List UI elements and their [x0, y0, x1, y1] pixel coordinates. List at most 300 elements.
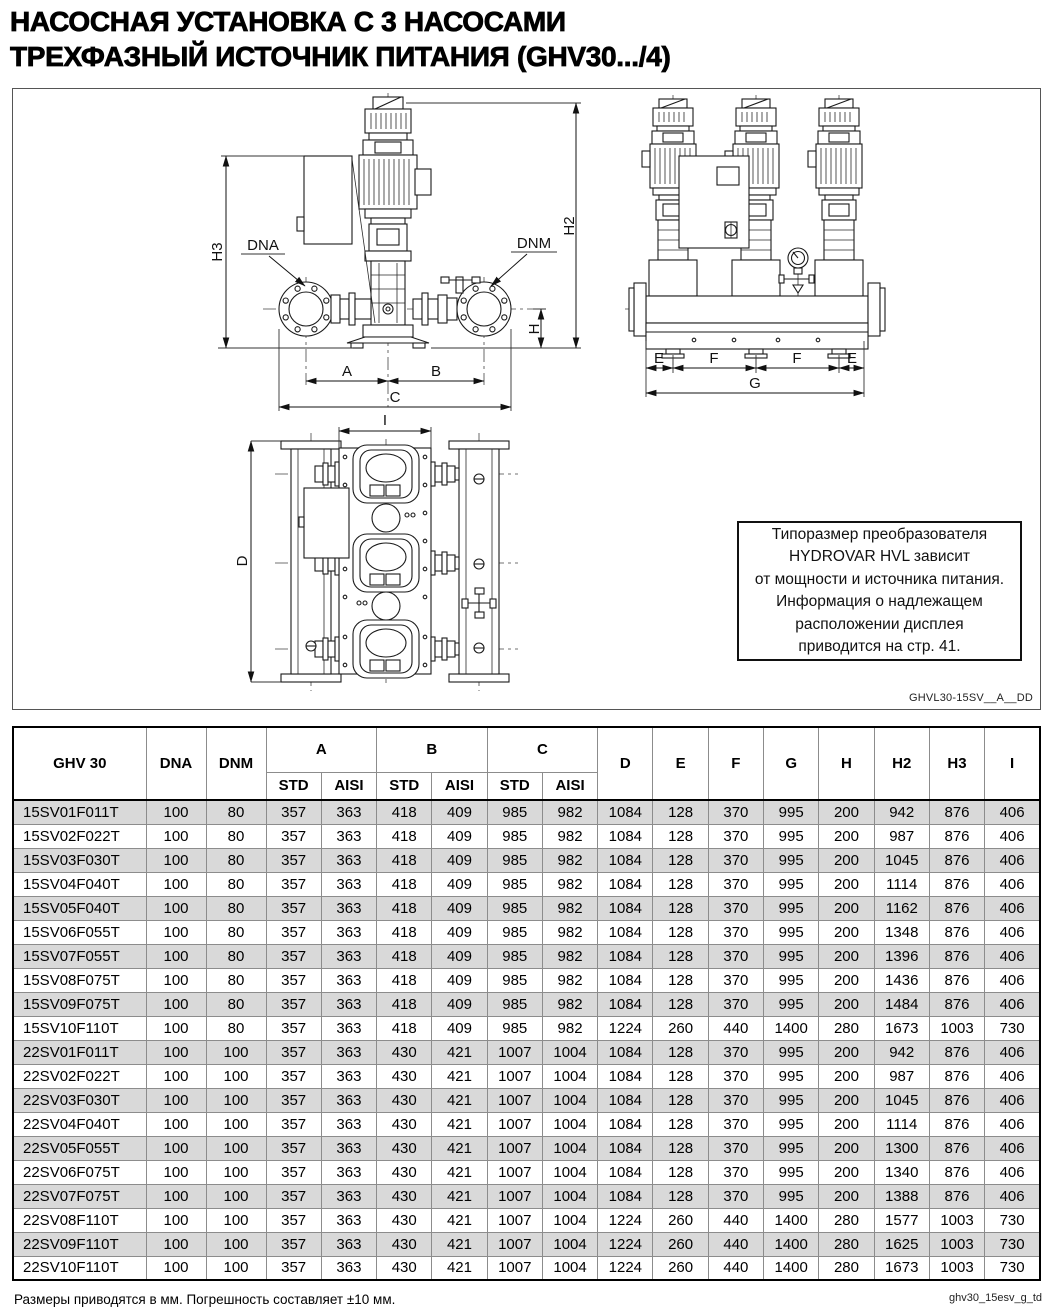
value-cell: 730 — [985, 1016, 1040, 1040]
value-cell: 1007 — [487, 1208, 542, 1232]
value-cell: 982 — [542, 872, 597, 896]
value-cell: 406 — [985, 992, 1040, 1016]
value-cell: 876 — [929, 848, 984, 872]
value-cell: 1003 — [929, 1016, 984, 1040]
table-row — [13, 1112, 1040, 1136]
table-row — [13, 992, 1040, 1016]
model-cell: 15SV02F022T — [13, 824, 146, 848]
value-cell: 1003 — [929, 1256, 984, 1280]
value-cell: 100 — [206, 1184, 266, 1208]
value-cell: 876 — [929, 872, 984, 896]
value-cell: 363 — [321, 968, 376, 992]
header-b-aisi: AISI — [432, 772, 487, 800]
value-cell: 260 — [653, 1016, 708, 1040]
value-cell: 128 — [653, 872, 708, 896]
value-cell: 200 — [819, 1040, 874, 1064]
value-cell: 100 — [206, 1232, 266, 1256]
value-cell: 730 — [985, 1232, 1040, 1256]
model-cell: 15SV09F075T — [13, 992, 146, 1016]
value-cell: 1084 — [598, 1184, 653, 1208]
header-a-std: STD — [266, 772, 321, 800]
table-row — [13, 1184, 1040, 1208]
value-cell: 1400 — [764, 1256, 819, 1280]
value-cell: 1007 — [487, 1184, 542, 1208]
value-cell: 995 — [764, 824, 819, 848]
front-view — [209, 93, 581, 411]
value-cell: 200 — [819, 824, 874, 848]
value-cell: 876 — [929, 992, 984, 1016]
table-row — [13, 848, 1040, 872]
value-cell: 357 — [266, 1064, 321, 1088]
value-cell: 100 — [146, 1232, 206, 1256]
value-cell: 421 — [432, 1040, 487, 1064]
table-body — [13, 800, 1040, 1280]
value-cell: 1004 — [542, 1040, 597, 1064]
model-cell: 22SV04F040T — [13, 1112, 146, 1136]
value-cell: 80 — [206, 920, 266, 944]
header-b-std: STD — [377, 772, 432, 800]
header-model: GHV 30 — [13, 727, 146, 800]
flange-label-dnm: DNM — [516, 235, 552, 252]
model-cell: 15SV05F040T — [13, 896, 146, 920]
value-cell: 406 — [985, 1136, 1040, 1160]
model-cell: 15SV06F055T — [13, 920, 146, 944]
value-cell: 430 — [377, 1184, 432, 1208]
value-cell: 260 — [653, 1256, 708, 1280]
value-cell: 80 — [206, 800, 266, 824]
value-cell: 280 — [819, 1232, 874, 1256]
value-cell: 370 — [708, 1088, 763, 1112]
value-cell: 370 — [708, 1064, 763, 1088]
model-cell: 15SV08F075T — [13, 968, 146, 992]
value-cell: 1007 — [487, 1112, 542, 1136]
value-cell: 409 — [432, 992, 487, 1016]
value-cell: 430 — [377, 1088, 432, 1112]
flange-label-dna: DNA — [247, 237, 279, 254]
value-cell: 260 — [653, 1232, 708, 1256]
value-cell: 100 — [146, 848, 206, 872]
dim-label-g: G — [749, 375, 761, 392]
value-cell: 363 — [321, 1088, 376, 1112]
value-cell: 370 — [708, 872, 763, 896]
value-cell: 995 — [764, 872, 819, 896]
value-cell: 1084 — [598, 1160, 653, 1184]
value-cell: 1004 — [542, 1064, 597, 1088]
value-cell: 406 — [985, 800, 1040, 824]
value-cell: 100 — [146, 872, 206, 896]
value-cell: 421 — [432, 1088, 487, 1112]
value-cell: 200 — [819, 1064, 874, 1088]
value-cell: 370 — [708, 1160, 763, 1184]
valve-stem — [456, 277, 463, 293]
value-cell: 370 — [708, 1112, 763, 1136]
value-cell: 995 — [764, 848, 819, 872]
value-cell: 1436 — [874, 968, 929, 992]
dim-label-h3: H3 — [209, 242, 226, 262]
value-cell: 1340 — [874, 1160, 929, 1184]
value-cell: 409 — [432, 824, 487, 848]
value-cell: 1004 — [542, 1184, 597, 1208]
note-line: HYDROVAR HVL зависит — [788, 548, 970, 565]
model-cell: 15SV01F011T — [13, 800, 146, 824]
value-cell: 200 — [819, 968, 874, 992]
value-cell: 357 — [266, 824, 321, 848]
dim-label-d: D — [234, 555, 251, 567]
value-cell: 1388 — [874, 1184, 929, 1208]
value-cell: 100 — [206, 1112, 266, 1136]
value-cell: 1300 — [874, 1136, 929, 1160]
note-line: расположении дисплея — [795, 615, 964, 633]
value-cell: 995 — [764, 1088, 819, 1112]
table-row — [13, 1208, 1040, 1232]
dim-label-a: A — [341, 363, 353, 380]
value-cell: 421 — [432, 1208, 487, 1232]
model-cell: 22SV03F030T — [13, 1088, 146, 1112]
value-cell: 363 — [321, 992, 376, 1016]
value-cell: 357 — [266, 1136, 321, 1160]
value-cell: 100 — [146, 1136, 206, 1160]
value-cell: 128 — [653, 1112, 708, 1136]
value-cell: 995 — [764, 896, 819, 920]
drawing-code: GHVL30-15SV__A__DD — [908, 692, 1033, 704]
model-cell: 22SV08F110T — [13, 1208, 146, 1232]
value-cell: 430 — [377, 1064, 432, 1088]
value-cell: 995 — [764, 944, 819, 968]
value-cell: 409 — [432, 800, 487, 824]
value-cell: 421 — [432, 1160, 487, 1184]
value-cell: 1400 — [764, 1016, 819, 1040]
value-cell: 995 — [764, 920, 819, 944]
table-row — [13, 1040, 1040, 1064]
footer-note: Размеры приводятся в мм. Погрешность составляет ±10 мм. — [14, 1292, 396, 1307]
value-cell: 1114 — [874, 1112, 929, 1136]
value-cell: 421 — [432, 1064, 487, 1088]
value-cell: 1348 — [874, 920, 929, 944]
value-cell: 370 — [708, 944, 763, 968]
pump-3 — [808, 99, 863, 296]
dim-label-f1: F — [709, 350, 719, 367]
value-cell: 1007 — [487, 1232, 542, 1256]
value-cell: 995 — [764, 1112, 819, 1136]
value-cell: 80 — [206, 968, 266, 992]
value-cell: 421 — [432, 1256, 487, 1280]
value-cell: 100 — [146, 1040, 206, 1064]
value-cell: 942 — [874, 1040, 929, 1064]
value-cell: 1004 — [542, 1136, 597, 1160]
model-cell: 22SV09F110T — [13, 1232, 146, 1256]
value-cell: 982 — [542, 992, 597, 1016]
table-row — [13, 920, 1040, 944]
value-cell: 100 — [146, 920, 206, 944]
header-f: F — [708, 727, 763, 800]
value-cell: 80 — [206, 944, 266, 968]
value-cell: 1007 — [487, 1136, 542, 1160]
value-cell: 1224 — [598, 1232, 653, 1256]
header-h3: H3 — [929, 727, 984, 800]
control-box-side — [679, 156, 749, 248]
value-cell: 200 — [819, 872, 874, 896]
value-cell: 406 — [985, 1064, 1040, 1088]
value-cell: 80 — [206, 992, 266, 1016]
value-cell: 982 — [542, 968, 597, 992]
value-cell: 128 — [653, 992, 708, 1016]
header-c-std: STD — [487, 772, 542, 800]
value-cell: 357 — [266, 1208, 321, 1232]
dimensions-table — [12, 726, 1041, 1281]
page-title — [10, 4, 671, 74]
value-cell: 985 — [487, 944, 542, 968]
value-cell: 260 — [653, 1208, 708, 1232]
value-cell: 357 — [266, 1016, 321, 1040]
value-cell: 1084 — [598, 1088, 653, 1112]
value-cell: 363 — [321, 800, 376, 824]
value-cell: 100 — [146, 824, 206, 848]
value-cell: 418 — [377, 920, 432, 944]
value-cell: 995 — [764, 1160, 819, 1184]
value-cell: 418 — [377, 992, 432, 1016]
value-cell: 128 — [653, 1040, 708, 1064]
value-cell: 430 — [377, 1112, 432, 1136]
value-cell: 100 — [146, 896, 206, 920]
value-cell: 982 — [542, 1016, 597, 1040]
value-cell: 370 — [708, 1136, 763, 1160]
value-cell: 876 — [929, 1184, 984, 1208]
value-cell: 876 — [929, 1040, 984, 1064]
technical-drawing-panel — [12, 88, 1041, 710]
value-cell: 982 — [542, 896, 597, 920]
value-cell: 128 — [653, 1088, 708, 1112]
value-cell: 128 — [653, 1184, 708, 1208]
value-cell: 363 — [321, 1016, 376, 1040]
value-cell: 357 — [266, 968, 321, 992]
page-title-line1: НАСОСНАЯ УСТАНОВКА С 3 НАСОСАМИ — [10, 6, 566, 37]
table-row — [13, 824, 1040, 848]
value-cell: 421 — [432, 1184, 487, 1208]
value-cell: 942 — [874, 800, 929, 824]
value-cell: 876 — [929, 896, 984, 920]
value-cell: 370 — [708, 1040, 763, 1064]
model-cell: 22SV07F075T — [13, 1184, 146, 1208]
value-cell: 995 — [764, 1136, 819, 1160]
value-cell: 100 — [146, 1256, 206, 1280]
value-cell: 418 — [377, 944, 432, 968]
header-dna: DNA — [146, 727, 206, 800]
value-cell: 370 — [708, 896, 763, 920]
value-cell: 985 — [487, 968, 542, 992]
value-cell: 1577 — [874, 1208, 929, 1232]
value-cell: 1396 — [874, 944, 929, 968]
plan-view — [234, 412, 518, 691]
value-cell: 1007 — [487, 1256, 542, 1280]
value-cell: 100 — [146, 1208, 206, 1232]
value-cell: 406 — [985, 1112, 1040, 1136]
model-cell: 15SV03F030T — [13, 848, 146, 872]
value-cell: 985 — [487, 872, 542, 896]
value-cell: 418 — [377, 848, 432, 872]
value-cell: 440 — [708, 1016, 763, 1040]
value-cell: 357 — [266, 920, 321, 944]
header-a-aisi: AISI — [321, 772, 376, 800]
value-cell: 200 — [819, 800, 874, 824]
value-cell: 985 — [487, 800, 542, 824]
value-cell: 995 — [764, 968, 819, 992]
value-cell: 128 — [653, 944, 708, 968]
value-cell: 409 — [432, 848, 487, 872]
value-cell: 357 — [266, 944, 321, 968]
model-cell: 22SV05F055T — [13, 1136, 146, 1160]
value-cell: 100 — [206, 1256, 266, 1280]
value-cell: 440 — [708, 1256, 763, 1280]
table-row — [13, 1016, 1040, 1040]
value-cell: 982 — [542, 824, 597, 848]
value-cell: 357 — [266, 872, 321, 896]
value-cell: 406 — [985, 944, 1040, 968]
value-cell: 363 — [321, 1112, 376, 1136]
value-cell: 995 — [764, 800, 819, 824]
value-cell: 421 — [432, 1232, 487, 1256]
value-cell: 100 — [146, 1112, 206, 1136]
value-cell: 730 — [985, 1256, 1040, 1280]
table-row — [13, 1064, 1040, 1088]
value-cell: 1004 — [542, 1112, 597, 1136]
value-cell: 876 — [929, 824, 984, 848]
value-cell: 357 — [266, 1184, 321, 1208]
value-cell: 406 — [985, 1040, 1040, 1064]
value-cell: 421 — [432, 1112, 487, 1136]
value-cell: 370 — [708, 968, 763, 992]
value-cell: 430 — [377, 1256, 432, 1280]
value-cell: 1224 — [598, 1256, 653, 1280]
table-row — [13, 1160, 1040, 1184]
value-cell: 363 — [321, 1256, 376, 1280]
value-cell: 1224 — [598, 1016, 653, 1040]
value-cell: 876 — [929, 968, 984, 992]
value-cell: 200 — [819, 1160, 874, 1184]
value-cell: 876 — [929, 1088, 984, 1112]
table-row — [13, 1256, 1040, 1280]
table-row — [13, 1136, 1040, 1160]
value-cell: 409 — [432, 944, 487, 968]
value-cell: 1084 — [598, 824, 653, 848]
value-cell: 876 — [929, 944, 984, 968]
header-d: D — [598, 727, 653, 800]
model-cell: 22SV02F022T — [13, 1064, 146, 1088]
value-cell: 406 — [985, 920, 1040, 944]
value-cell: 421 — [432, 1136, 487, 1160]
value-cell: 995 — [764, 992, 819, 1016]
table-row — [13, 800, 1040, 824]
value-cell: 363 — [321, 824, 376, 848]
model-cell: 15SV10F110T — [13, 1016, 146, 1040]
plan-pump-heads — [315, 445, 459, 678]
value-cell: 982 — [542, 920, 597, 944]
note-line: Типоразмер преобразователя — [771, 525, 988, 543]
model-cell: 15SV04F040T — [13, 872, 146, 896]
value-cell: 357 — [266, 1088, 321, 1112]
value-cell: 200 — [819, 1184, 874, 1208]
value-cell: 1084 — [598, 1136, 653, 1160]
value-cell: 1162 — [874, 896, 929, 920]
value-cell: 1400 — [764, 1232, 819, 1256]
value-cell: 200 — [819, 848, 874, 872]
header-h2: H2 — [874, 727, 929, 800]
note-line: от мощности и источника питания. — [754, 570, 1005, 588]
value-cell: 1084 — [598, 1112, 653, 1136]
header-c-aisi: AISI — [542, 772, 597, 800]
value-cell: 406 — [985, 872, 1040, 896]
value-cell: 128 — [653, 1160, 708, 1184]
value-cell: 406 — [985, 968, 1040, 992]
table-row — [13, 944, 1040, 968]
value-cell: 1084 — [598, 896, 653, 920]
value-cell: 363 — [321, 1184, 376, 1208]
value-cell: 440 — [708, 1208, 763, 1232]
value-cell: 1004 — [542, 1088, 597, 1112]
value-cell: 100 — [206, 1064, 266, 1088]
value-cell: 363 — [321, 1208, 376, 1232]
side-view — [625, 95, 889, 397]
value-cell: 1084 — [598, 1064, 653, 1088]
value-cell: 363 — [321, 1136, 376, 1160]
value-cell: 370 — [708, 800, 763, 824]
value-cell: 982 — [542, 944, 597, 968]
value-cell: 430 — [377, 1208, 432, 1232]
value-cell: 985 — [487, 992, 542, 1016]
table-row — [13, 968, 1040, 992]
value-cell: 1045 — [874, 1088, 929, 1112]
footer-file-code: ghv30_15esv_g_td — [949, 1292, 1042, 1304]
value-cell: 128 — [653, 848, 708, 872]
table-header — [13, 727, 1040, 800]
value-cell: 406 — [985, 848, 1040, 872]
value-cell: 370 — [708, 920, 763, 944]
value-cell: 1003 — [929, 1232, 984, 1256]
value-cell: 280 — [819, 1256, 874, 1280]
value-cell: 418 — [377, 800, 432, 824]
value-cell: 200 — [819, 944, 874, 968]
dim-label-b: B — [430, 363, 442, 380]
value-cell: 1084 — [598, 1040, 653, 1064]
dim-label-e1: E — [653, 350, 665, 367]
header-c: C — [487, 727, 598, 772]
value-cell: 876 — [929, 1064, 984, 1088]
value-cell: 363 — [321, 1232, 376, 1256]
value-cell: 409 — [432, 1016, 487, 1040]
value-cell: 876 — [929, 920, 984, 944]
value-cell: 406 — [985, 1088, 1040, 1112]
value-cell: 430 — [377, 1136, 432, 1160]
suction-flange — [279, 282, 371, 336]
value-cell: 128 — [653, 824, 708, 848]
value-cell: 100 — [146, 1160, 206, 1184]
value-cell: 100 — [146, 1064, 206, 1088]
value-cell: 418 — [377, 824, 432, 848]
value-cell: 128 — [653, 920, 708, 944]
control-box-plan — [299, 488, 349, 558]
value-cell: 987 — [874, 824, 929, 848]
note-line: Информация о надлежащем — [776, 593, 983, 610]
value-cell: 876 — [929, 1112, 984, 1136]
value-cell: 985 — [487, 896, 542, 920]
table-row — [13, 896, 1040, 920]
dim-label-h2: H2 — [561, 216, 578, 236]
table-row — [13, 1088, 1040, 1112]
value-cell: 363 — [321, 944, 376, 968]
discharge-flange — [413, 277, 511, 336]
value-cell: 876 — [929, 1160, 984, 1184]
value-cell: 430 — [377, 1232, 432, 1256]
value-cell: 363 — [321, 848, 376, 872]
